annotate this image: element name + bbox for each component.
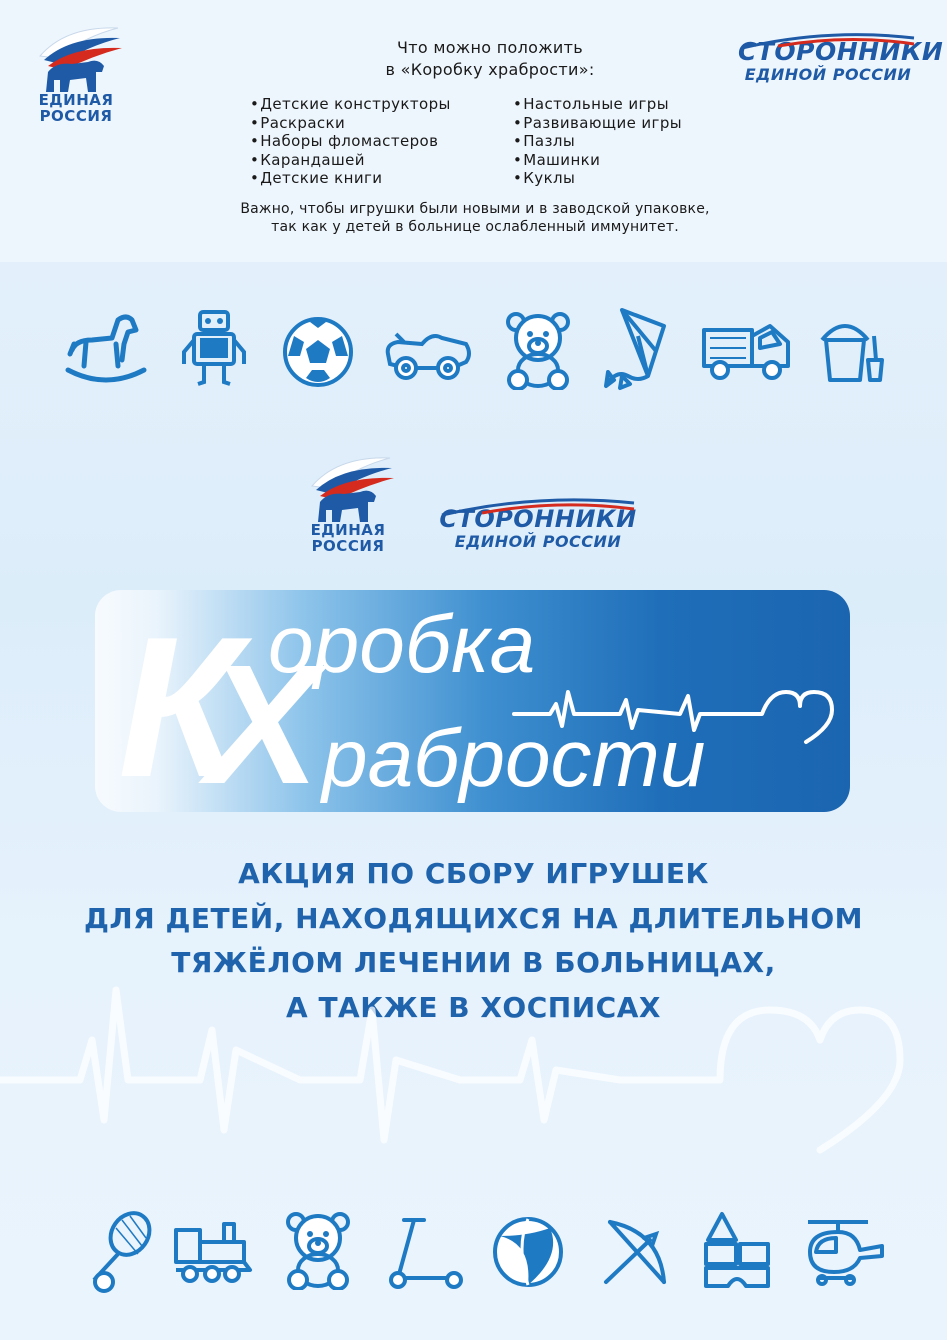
- list-item: • Развивающие игры: [513, 114, 682, 133]
- st-logo-main-text: СТОРОННИКИ: [439, 505, 637, 533]
- bear-flag-icon: [298, 452, 398, 522]
- banner-big-letter-kh: Х: [206, 630, 312, 820]
- toy-train-icon: [170, 1220, 254, 1286]
- intro-title-line: Что можно положить: [396, 38, 583, 57]
- st-logo-main-text: СТОРОННИКИ: [738, 37, 944, 66]
- note-line: Важно, чтобы игрушки были новыми и в заводской упаковке,: [240, 201, 710, 217]
- er-logo-text: ЕДИНАЯ РОССИЯ: [310, 521, 386, 555]
- teddy-bear-icon: [500, 310, 576, 390]
- list-right: [513, 95, 682, 188]
- scooter-icon: [384, 1214, 468, 1290]
- banner-title-line2: рабрости: [322, 713, 706, 804]
- list-item: • Пазлы: [513, 132, 682, 151]
- important-note: [150, 200, 800, 236]
- list-item: • Машинки: [513, 151, 682, 170]
- building-blocks-icon: [700, 1210, 774, 1290]
- st-logo-sub-text: ЕДИНОЙ РОССИИ: [454, 532, 622, 551]
- toy-icons-top-row: [0, 310, 947, 390]
- background-heartbeat-line: [0, 970, 947, 1170]
- list-item: • Куклы: [513, 169, 682, 188]
- headline-line: АКЦИЯ ПО СБОРУ ИГРУШЕК: [238, 857, 709, 890]
- list-item: • Раскраски: [250, 114, 451, 133]
- bow-arrow-icon: [600, 1212, 674, 1292]
- robot-icon: [178, 308, 250, 388]
- intro-title: [250, 37, 730, 81]
- intro-title-line: в «Коробку храбрости»:: [385, 60, 595, 79]
- helicopter-icon: [798, 1216, 884, 1288]
- list-left: [250, 95, 451, 188]
- beach-ball-icon: [492, 1216, 564, 1288]
- list-item: • Детские книги: [250, 169, 451, 188]
- bucket-shovel-icon: [818, 316, 888, 388]
- heartbeat-heart-icon: [510, 670, 840, 750]
- list-item: • Наборы фломастеров: [250, 132, 451, 151]
- toy-car-icon: [382, 324, 474, 386]
- headline-line: А ТАКЖЕ В ХОСПИСАХ: [286, 990, 661, 1024]
- soccer-ball-icon: [282, 316, 354, 388]
- edinaya-rossiya-logo-mid: [288, 452, 408, 554]
- er-logo-text: ЕДИНАЯ РОССИЯ: [38, 91, 114, 125]
- dump-truck-icon: [700, 322, 792, 384]
- racket-icon: [86, 1210, 156, 1294]
- rocking-horse-icon: [62, 310, 150, 386]
- storonniki-logo-top: [738, 37, 944, 84]
- bear-flag-icon: [26, 22, 126, 92]
- banner-title-line1: оробка: [268, 599, 536, 690]
- edinaya-rossiya-logo-top: [16, 22, 136, 124]
- list-item: • Настольные игры: [513, 95, 682, 114]
- flag-swoosh-icon: [738, 32, 918, 52]
- headline-line: ДЛЯ ДЕТЕЙ, НАХОДЯЩИХСЯ НА ДЛИТЕЛЬНОМ: [83, 901, 863, 935]
- flag-swoosh-icon: [438, 497, 638, 519]
- note-line: так как у детей в больнице ослабленный иммунитет.: [271, 219, 679, 235]
- st-logo-sub-text: ЕДИНОЙ РОССИИ: [744, 65, 912, 84]
- list-item: • Детские конструкторы: [250, 95, 451, 114]
- toy-icons-bottom-row: [0, 1210, 947, 1290]
- headline-line: ТЯЖЁЛОМ ЛЕЧЕНИИ В БОЛЬНИЦАХ,: [171, 946, 776, 979]
- storonniki-logo-mid: [438, 505, 638, 551]
- teddy-bear-icon: [280, 1210, 356, 1290]
- list-item: • Карандашей: [250, 151, 451, 170]
- kite-icon: [598, 306, 670, 392]
- banner-big-letter-k: К: [118, 596, 233, 819]
